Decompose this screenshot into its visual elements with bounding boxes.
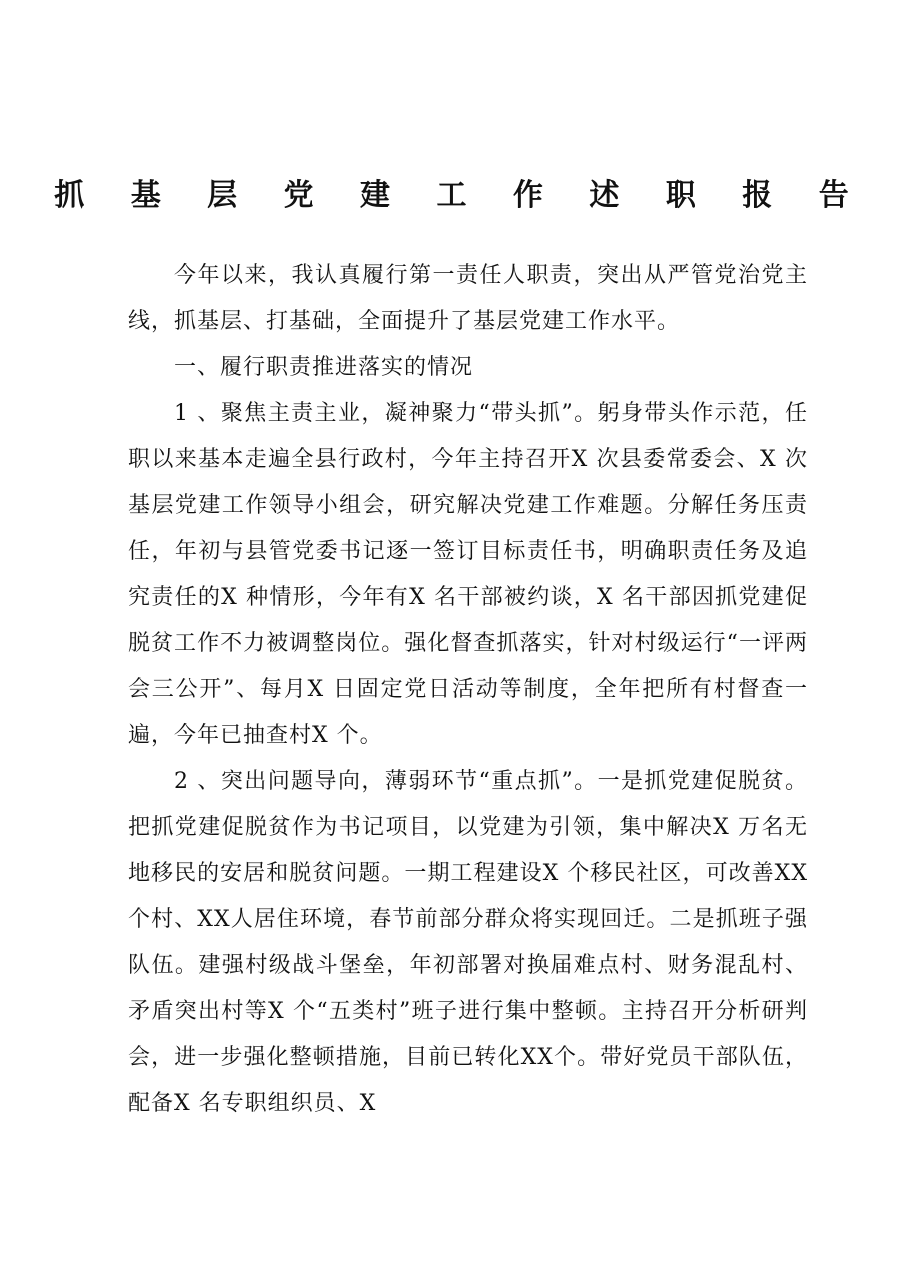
paragraph-item-1: 1 、聚焦主责主业，凝神聚力“带头抓”。躬身带头作示范，任职以来基本走遍全县行政村，今年主持召开X 次县委常委会、X 次基层党建工作领导小组会，研究解决党建工作难题。分解任务压责任，年初与县管党委书记逐一签订目标责任书，明确职责任务及追究责任的X 种情形，今年有X 名干部被约谈，X 名干部因抓党建促脱贫工作不力被调整岗位。强化督查抓落实，针对村级运行“一评两会三公开”、每月X 日固定党日活动等制度，全年把所有村督查一遍，今年已抽查村X 个。 <box>128 401 808 748</box>
document-title: 抓 基 层 党 建 工 作 述 职 报 告 <box>54 178 867 213</box>
section-heading: 一、履行职责推进落实的情况 <box>174 355 474 380</box>
document-body <box>128 253 808 1127</box>
paragraph-intro: 今年以来，我认真履行第一责任人职责，突出从严管党治党主线，抓基层、打基础，全面提升了基层党建工作水平。 <box>128 263 808 334</box>
paragraph-item-2: 2 、突出问题导向，薄弱环节“重点抓”。一是抓党建促脱贫。把抓党建促脱贫作为书记项目，以党建为引领，集中解决X 万名无地移民的安居和脱贫问题。一期工程建设X 个移民社区，可改善XX个村、XX人居住环境，春节前部分群众将实现回迁。二是抓班子强队伍。建强村级战斗堡垒，年初部署对换届难点村、财务混乱村、矛盾突出村等X 个“五类村”班子进行集中整顿。主持召开分析研判会，进一步强化整顿措施，目前已转化XX个。带好党员干部队伍，配备X 名专职组织员、X <box>128 769 808 1116</box>
